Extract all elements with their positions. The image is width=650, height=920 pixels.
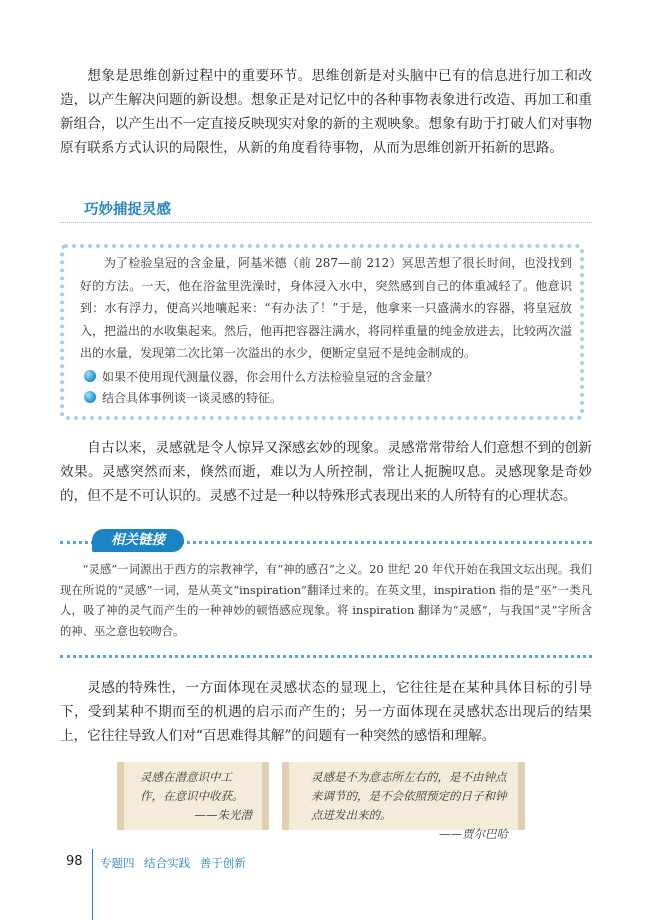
question-item	[102, 389, 282, 406]
quote-author: ——朱光潜	[194, 808, 252, 822]
question-item	[102, 368, 438, 385]
quote-author: ——贾尔巴哈	[439, 827, 508, 841]
intro-paragraph: 想象是思维创新过程中的重要环节。思维创新是对头脑中已有的信息进行加工和改造，以产生解决问题的新设想。想象正是对记忆中的各种事物表象进行改造、再加工和重新组合，以产生出不一定直接反映现实对象的新的主观映象。想象有助于打破人们对事物原有联系方式认识的局限性，从新的角度看待事物，从而为思维创新开拓新的思路。	[60, 68, 592, 156]
bullet-globe-icon	[84, 370, 96, 382]
footer-divider	[92, 849, 93, 920]
section-title: 巧妙捕捉灵感	[84, 202, 171, 218]
footer-chapter: 专题四 结合实践 善于创新	[100, 856, 246, 870]
quote-text: 灵感是不为意志所左右的，是不由钟点来调节的，是不会依照预定的日子和钟点迸发出来的。	[311, 770, 507, 822]
page-number: 98	[66, 854, 83, 869]
quote-text: 灵感在潜意识中工作，在意识中收获。	[140, 770, 244, 803]
inspiration-paragraph: 自古以来，灵感就是令人惊异又深感玄妙的现象。灵感常常带给人们意想不到的创新效果。灵感突然而来，倏然而逝，难以为人所控制，常让人扼腕叹息。灵感现象是奇妙的，但不是不可认识的。灵感不过是一种以特殊形式表现出来的人所特有的心理状态。	[60, 440, 592, 504]
related-link-label: 相关链接	[92, 529, 184, 552]
particularity-paragraph: 灵感的特殊性，一方面体现在灵感状态的显现上，它往往是在某种具体目标的引导下，受到某种不期而至的机遇的启示而产生的；另一方面体现在灵感状态出现后的结果上，它往往导致人们对“百思难得其解”的问题有一种突然的感悟和理解。	[60, 680, 592, 744]
question-text: 如果不使用现代测量仪器，你会用什么方法检验皇冠的含金量？	[102, 370, 439, 384]
quote-card	[282, 762, 525, 841]
quote-card	[117, 762, 269, 830]
question-text: 结合具体事例谈一谈灵感的特征。	[102, 391, 283, 405]
related-link-bottom-divider	[60, 655, 592, 658]
related-link-text: “灵感”一词源出于西方的宗教神学，有“神的感召”之义。20 世纪 20 年代开始在我国文坛出现。我们现在所说的“灵感”一词，是从英文“inspiration”翻译过来的。在英文里，inspiration 指的是“巫”一类凡人，吸了神的灵气而产生的一种神妙的顿悟感应现象。将 inspiration 翻译为“灵感”，与我国“灵”字所含的神、巫之意也较吻合。	[60, 563, 592, 638]
bullet-globe-icon	[84, 391, 96, 403]
section-title-divider	[60, 222, 592, 223]
story-text: 为了检验皇冠的含金量，阿基米德（前 287—前 212）冥思苦想了很长时间，也没找到好的方法。一天，他在浴盆里洗澡时，身体浸入水中，突然感到自己的体重减轻了。他意识到：水有浮力，便高兴地嚷起来：“有办法了！”于是，他拿来一只盛满水的容器，将皇冠放入，把溢出的水收集起来。然后，他再把容器注满水，将同样重量的纯金放进去，比较两次溢出的水量，发现第二次比第一次溢出的水少，便断定皇冠不是纯金制成的。	[80, 256, 573, 360]
